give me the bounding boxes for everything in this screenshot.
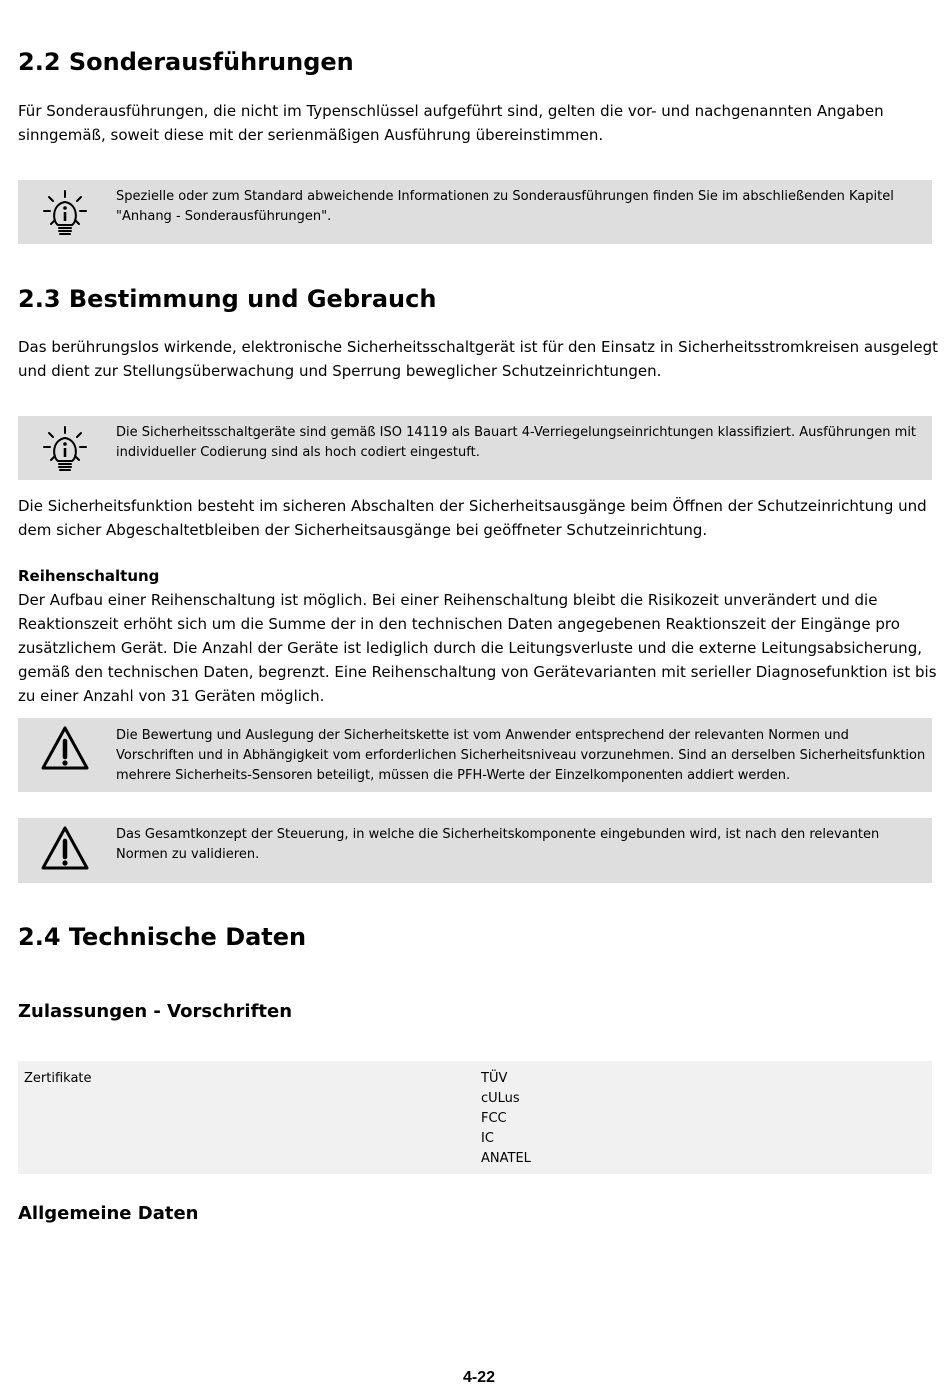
warning-triangle-icon — [40, 724, 90, 774]
certificate-value: ANATEL — [481, 1151, 531, 1166]
lightbulb-info-icon — [40, 424, 90, 474]
warning-note-text: Das Gesamtkonzept der Steuerung, in welche die Sicherheitskomponente eingebunden wird, ist nach den relevanten Normen zu validieren. — [116, 827, 880, 862]
warning-note-validation — [18, 818, 932, 883]
section-title-2-4: 2.4 Technische Daten — [18, 923, 307, 951]
certificates-values — [481, 1069, 531, 1169]
series-connection-heading: Reihenschaltung — [18, 567, 160, 585]
section-title-2-3: 2.3 Bestimmung und Gebrauch — [18, 285, 437, 313]
certificates-label: Zertifikate — [24, 1071, 92, 1086]
series-connection-block — [18, 564, 938, 708]
certificates-table — [18, 1061, 932, 1174]
certificate-value: IC — [481, 1131, 494, 1146]
section-2-3-paragraph-1: Das berührungslos wirkende, elektronische Sicherheitsschaltgerät ist für den Einsatz in Sicherheitsstromkreisen ausgelegt und dient zur Stellungsüberwachung und Sperrung beweglicher Schutzeinrichtungen. — [18, 338, 938, 380]
series-connection-text: Der Aufbau einer Reihenschaltung ist möglich. Bei einer Reihenschaltung bleibt die Risikozeit unverändert und die Reaktionszeit erhöht sich um die Summe der in den technischen Daten angegebenen Reaktionszeit der Eingänge pro zusätzlichem Gerät. Die Anzahl der Geräte ist lediglich durch die Leitungsverluste und die externe Leitungsabsicherung, gemäß den technischen Daten, begrenzt. Eine Reihenschaltung von Gerätevarianten mit serieller Diagnosefunktion ist bis zu einer Anzahl von 31 Geräten möglich. — [18, 591, 937, 705]
info-note-text: Spezielle oder zum Standard abweichende Informationen zu Sonderausführungen finden Sie im abschließenden Kapitel "Anhang - Sonderausführungen". — [116, 189, 894, 224]
info-note-iso — [18, 416, 932, 480]
info-note-special-versions — [18, 180, 932, 244]
warning-note-text: Die Bewertung und Auslegung der Sicherheitskette ist vom Anwender entsprechend der relevanten Normen und Vorschriften und in Abhängigkeit vom erforderlichen Sicherheitsniveau vorzunehmen. Sind an derselben Sicherheitsfunktion mehrere Sicherheits-Sensoren beteiligt, müssen die PFH-Werte der Einzelkomponenten addiert werden. — [116, 728, 926, 783]
certificate-value: FCC — [481, 1111, 507, 1126]
page-number: 4-22 — [462, 1369, 496, 1386]
general-data-heading: Allgemeine Daten — [18, 1203, 199, 1224]
certificate-value: cULus — [481, 1091, 520, 1106]
section-2-3-paragraph-2: Die Sicherheitsfunktion besteht im sicheren Abschalten der Sicherheitsausgänge beim Öffnen der Schutzeinrichtung und dem sicher Abgeschaltetbleiben der Sicherheitsausgänge bei geöffneter Schutzeinrichtung. — [18, 497, 927, 539]
certificate-value: TÜV — [481, 1071, 508, 1086]
warning-note-safety-chain — [18, 718, 932, 792]
approvals-heading: Zulassungen - Vorschriften — [18, 1001, 293, 1022]
warning-triangle-icon — [40, 824, 90, 874]
info-note-text: Die Sicherheitsschaltgeräte sind gemäß ISO 14119 als Bauart 4-Verriegelungseinrichtungen klassifiziert. Ausführungen mit individueller Codierung sind als hoch codiert eingestuft. — [116, 425, 917, 460]
lightbulb-info-icon — [40, 188, 90, 238]
section-2-2-paragraph: Für Sonderausführungen, die nicht im Typenschlüssel aufgeführt sind, gelten die vor- und nachgenannten Angaben sinngemäß, soweit diese mit der serienmäßigen Ausführung übereinstimmen. — [18, 102, 884, 144]
section-title-2-2: 2.2 Sonderausführungen — [18, 48, 354, 76]
